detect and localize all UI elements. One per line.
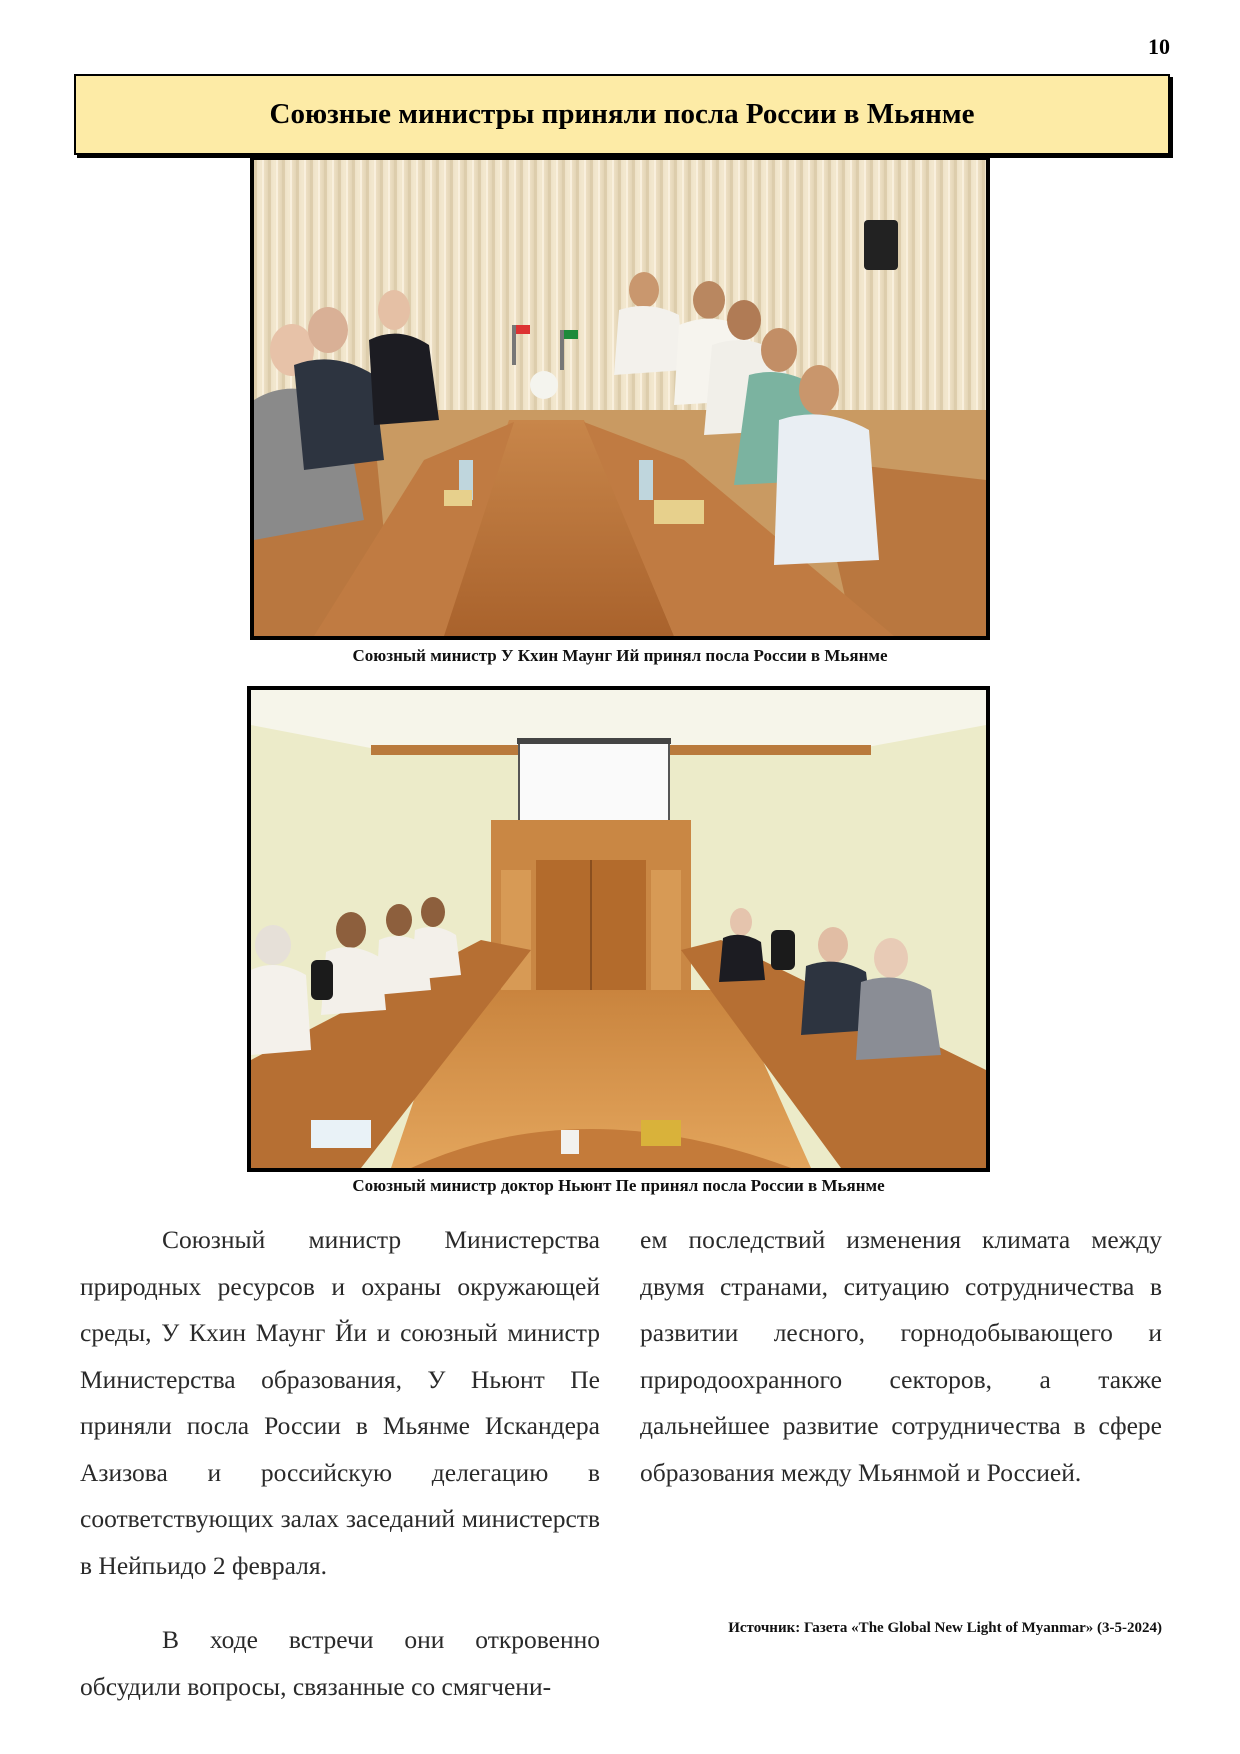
page-number: 10 bbox=[1148, 34, 1170, 59]
meeting-photo-1 bbox=[250, 156, 990, 640]
article-title: Союзные министры приняли посла России в Мьянме bbox=[269, 98, 975, 130]
meeting-photo-2-image bbox=[251, 690, 986, 1168]
article-paragraph: ем последствий изменения климата между двумя странами, ситуацию сотрудничества в развитии лесного, горнодобывающего и природоохранного секторов, а также дальнейшее развитие сотрудничества в сфере образования между Мьянмой и Россией. bbox=[640, 1225, 1162, 1487]
meeting-photo-1-image bbox=[254, 160, 986, 636]
article-left-column bbox=[80, 1217, 600, 1710]
title-banner bbox=[74, 74, 1170, 155]
meeting-photo-2 bbox=[247, 686, 990, 1172]
photo-2-caption: Союзный министр доктор Ньюнт Пе принял посла России в Мьянме bbox=[352, 1176, 885, 1195]
source-note: Источник: Газета «The Global New Light of Myanmar» (3-5-2024) bbox=[728, 1620, 1162, 1636]
article-right-column bbox=[640, 1217, 1162, 1496]
article-paragraph: В ходе встречи они откровенно обсудили вопросы, связанные со смягчени- bbox=[80, 1625, 600, 1701]
article-paragraph: Союзный министр Министерства природных ресурсов и охраны окружающей среды, У Кхин Маунг Йи и союзный министр Министерства образования, У Ньюнт Пе приняли посла России в Мьянме Искандера Азизова и российскую делегацию в соответствующих залах заседаний министерств в Нейпьидо 2 февраля. bbox=[80, 1225, 600, 1580]
photo-1-caption: Союзный министр У Кхин Маунг Ий принял посла России в Мьянме bbox=[352, 646, 888, 665]
